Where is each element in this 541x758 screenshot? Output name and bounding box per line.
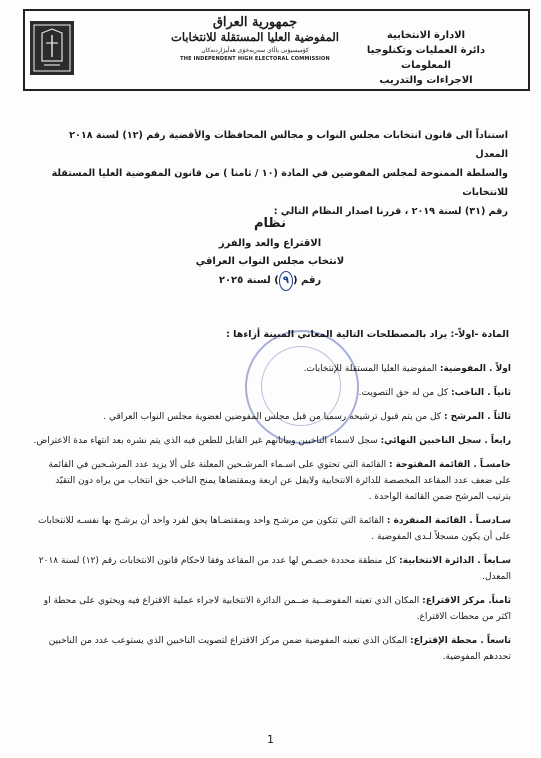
intro-line-1: استناداً الى قانون انتخابات مجلس النواب و مجالس المحافظات والأقضية رقم (١٢) لسنة ٢٠١٨ المعدل [69, 130, 508, 160]
dept-line-3: الاجراءات والتدريب [379, 75, 473, 86]
definition-term: سـادسـاً . القائمة المنفردة : [386, 516, 511, 526]
title-subject: الاقتراع والعد والفرز [218, 238, 322, 249]
definitions-list [31, 361, 511, 673]
definition-text: كل من له حق التصويت. [358, 388, 451, 398]
title-number-value: ٩ [279, 271, 293, 291]
definition-term: ثانياً . الناخب: [450, 388, 511, 398]
title-election: لانتخاب مجلس النواب العراقي [195, 256, 345, 267]
definition-term: اولاً . المفوضية: [439, 364, 511, 374]
definition-term: ثالثاً . المرشح : [443, 412, 511, 422]
definition-term: رابعاً . سجل الناخبين النهائي: [380, 436, 511, 446]
definition-text: القائمة التي تحتوي على اسـماء المرشـحين المعلنة على ألا يزيد عدد المرشـحين في القائمة على ضعف عدد المقاعد المخصصة للدائرة الانتخابية ولايقل عن اربعة وبمقتضاها يمنح الناخب حق انتخاب من يراه دون التقيّد بترتيب المرشح ضمن القائمة الواحدة . [48, 460, 511, 502]
definition-item [31, 385, 511, 401]
article-heading: المادة -اولاً-: يراد بالمصطلحات التالية المعاني المبينة أزاءها : [226, 329, 509, 340]
definition-item [31, 433, 511, 449]
definition-item [31, 409, 511, 425]
emblem-commission-en: THE INDEPENDENT HIGH ELECTORAL COMMISSION [180, 56, 330, 62]
commission-logo-icon [30, 21, 74, 75]
definition-text: المكان الذي تعينه المفوضية ضمن مركز الاقتراع لتصويت الناخبين الذي يستوعب عدد من الناخبين تحددهم المفوضية. [48, 636, 511, 662]
definition-item [31, 513, 511, 545]
definition-term: ثامناً. مركز الاقتراع: [422, 596, 511, 606]
emblem-republic: جمهورية العراق [212, 15, 298, 30]
title-main: نظام [254, 216, 286, 231]
definition-text: المكان الذي تعينه المفوضــية ضــمن الدائرة الانتخابية لاجراء عملية الاقتراع فيه ويحتوي على محطة او اكثر من محطات الاقتراع. [43, 596, 511, 622]
definition-term: تاسعاً . محطة الإقتراع: [410, 636, 511, 646]
title-number-suffix: ) لسنة ٢٠٢٥ [218, 275, 279, 286]
definition-item [31, 361, 511, 377]
definition-term: خامسـاً . القائمة المفتوحة : [388, 460, 511, 470]
definition-text: سجل لاسماء الناخبين وبياناتهم غير القابل للطعن فيه الذي يتم نشره بعد انتهاء مدة الاعتراض. [33, 436, 381, 446]
definition-text: كل من يتم قبول ترشيحه رسميا من قبل مجلس المفوضين لعضوية مجلس النواب العراقي . [103, 412, 444, 422]
dept-line-2: دائرة العمليات وتكنلوجيا المعلومات [366, 45, 486, 71]
intro-line-3: رقم (٣١) لسنة ٢٠١٩ ، قررنا اصدار النظام التالي : [273, 206, 508, 217]
title-number-prefix: رقم ( [292, 275, 322, 286]
intro-paragraph [34, 126, 508, 221]
emblem-commission-ar: المفوضية العليا المستقلة للانتخابات [171, 30, 339, 44]
department-block [351, 28, 501, 88]
regulation-title [120, 213, 420, 291]
definition-text: القائمة التي تتكون من مرشـح واحد وبمقتضـاها يحق لفرد واحد أن يرشـح بها نفسـه للانتخابات على أن يكون مسجلاً لـدى المفوضية . [38, 516, 511, 542]
definition-text: المفوضية العليا المستقلة للإنتخابات. [303, 364, 440, 374]
page-number: 1 [267, 733, 274, 746]
intro-line-2: والسلطة الممنوحة لمجلس المفوضين في المادة (١٠ / ثامنا ) من قانون المفوضية العليا المستقلة للانتخابات [51, 168, 508, 198]
dept-line-1: الادارة الانتخابية [386, 30, 466, 41]
definition-item [31, 593, 511, 625]
definition-item [31, 633, 511, 665]
definition-item [31, 553, 511, 585]
letterhead-emblem [170, 15, 340, 63]
emblem-commission-ku: كۆمیسیۆنی باڵای سەربەخۆی هەڵبژاردنەکان [201, 47, 309, 54]
title-number [120, 271, 420, 291]
definition-term: سـابعاً . الدائرة الانتخابية: [399, 556, 511, 566]
definition-text: كل منطقة محددة خصـص لها عدد من المقاعد وفقا لاحكام قانون الانتخابات رقم (١٢) لسنة ٢٠١٨ المعدل. [38, 556, 511, 582]
definition-item [31, 457, 511, 505]
